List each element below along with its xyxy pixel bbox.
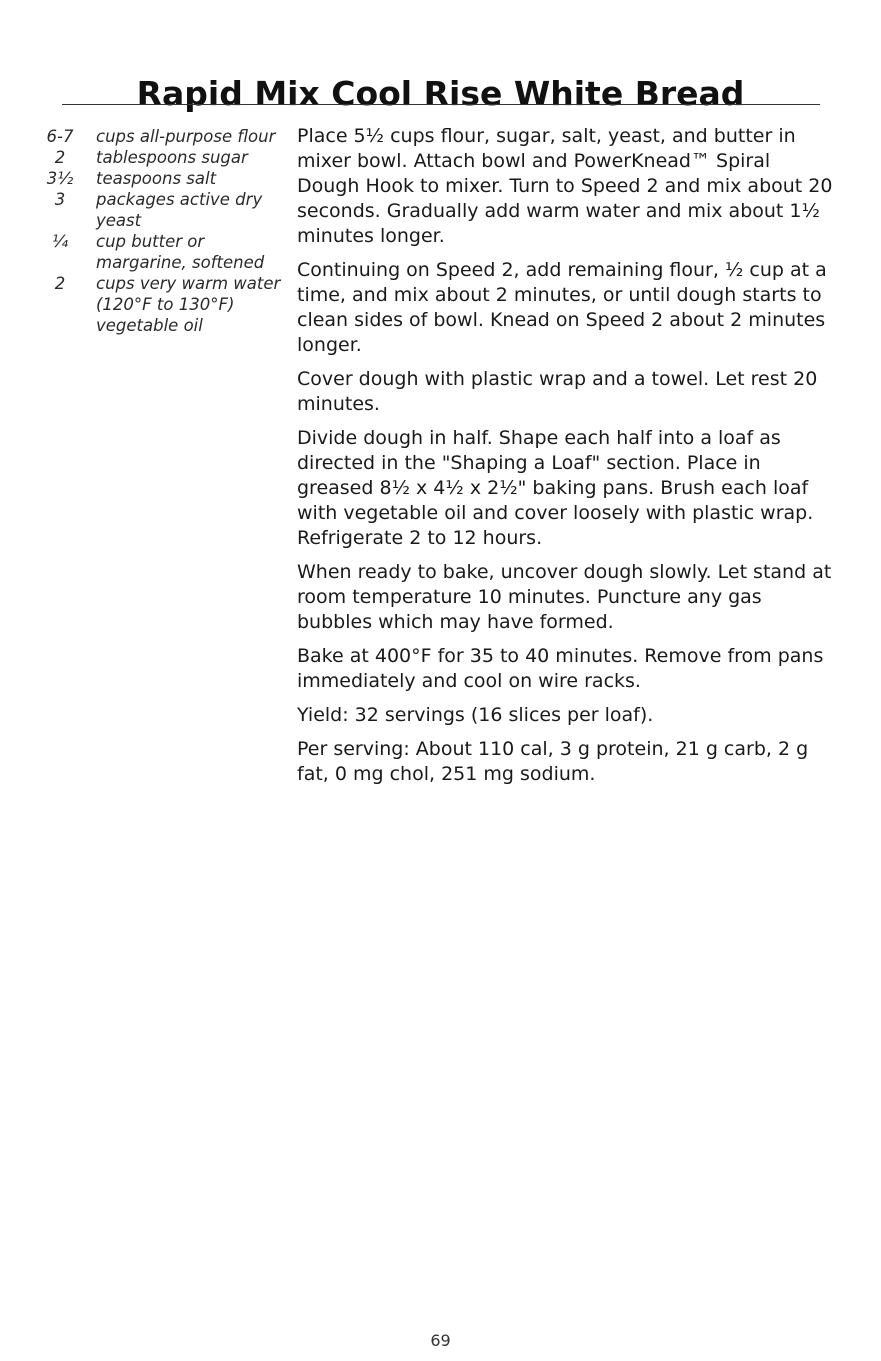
nutrition-text: Per serving: About 110 cal, 3 g protein, 21 g carb, 2 g fat, 0 mg chol, 251 mg sodium. xyxy=(297,738,809,785)
ingredient-list xyxy=(40,126,300,336)
ingredient-quantity: 3½ xyxy=(46,169,74,188)
method-steps xyxy=(297,124,837,796)
ingredient-quantity: 2 xyxy=(54,148,66,167)
yield-text: Yield: 32 servings (16 slices per loaf). xyxy=(297,704,654,726)
ingredient-description: tablespoons sugar xyxy=(96,148,248,167)
ingredient-description: cups all-purpose flour xyxy=(96,127,276,146)
ingredient-item xyxy=(40,231,300,273)
method-paragraph: Divide dough in half. Shape each half into a loaf as directed in the "Shaping a Loaf" section. Place in greased 8½ x 4½ x 2½" baking pans. Brush each loaf with vegetable oil and cover loosely with plastic wrap. Refrigerate 2 to 12 hours. xyxy=(297,427,814,549)
page-number: 69 xyxy=(430,1331,451,1350)
ingredient-item xyxy=(40,168,300,189)
ingredient-quantity: 3 xyxy=(54,190,66,209)
ingredient-description: vegetable oil xyxy=(96,316,203,335)
ingredient-item xyxy=(40,315,300,336)
method-paragraph: Place 5½ cups flour, sugar, salt, yeast, and butter in mixer bowl. Attach bowl and PowerKnead™ Spiral Dough Hook to mixer. Turn to Speed 2 and mix about 20 seconds. Gradually add warm water and mix about 1½ minutes longer. xyxy=(297,125,833,247)
ingredient-quantity xyxy=(40,315,80,336)
ingredient-quantity: 2 xyxy=(54,274,66,293)
ingredient-description: cup butter or margarine, softened xyxy=(96,232,265,272)
ingredient-quantity: ¼ xyxy=(52,232,68,251)
ingredient-item xyxy=(40,273,300,315)
ingredient-description: packages active dry yeast xyxy=(96,190,263,230)
ingredient-item xyxy=(40,189,300,231)
method-paragraph: Bake at 400°F for 35 to 40 minutes. Remove from pans immediately and cool on wire racks. xyxy=(297,645,824,692)
method-paragraph: Continuing on Speed 2, add remaining flour, ½ cup at a time, and mix about 2 minutes, or until dough starts to clean sides of bowl. Knead on Speed 2 about 2 minutes longer. xyxy=(297,259,827,356)
ingredient-item xyxy=(40,147,300,168)
title-rule xyxy=(62,104,820,105)
method-paragraph: When ready to bake, uncover dough slowly. Let stand at room temperature 10 minutes. Puncture any gas bubbles which may have formed. xyxy=(297,561,832,633)
ingredient-description: teaspoons salt xyxy=(96,169,217,188)
ingredient-description: cups very warm water (120°F to 130°F) xyxy=(96,274,281,314)
page-title: Rapid Mix Cool Rise White Bread xyxy=(136,74,745,114)
ingredient-quantity: 6-7 xyxy=(46,127,74,146)
method-paragraph: Cover dough with plastic wrap and a towel. Let rest 20 minutes. xyxy=(297,368,818,415)
ingredient-item xyxy=(40,126,300,147)
